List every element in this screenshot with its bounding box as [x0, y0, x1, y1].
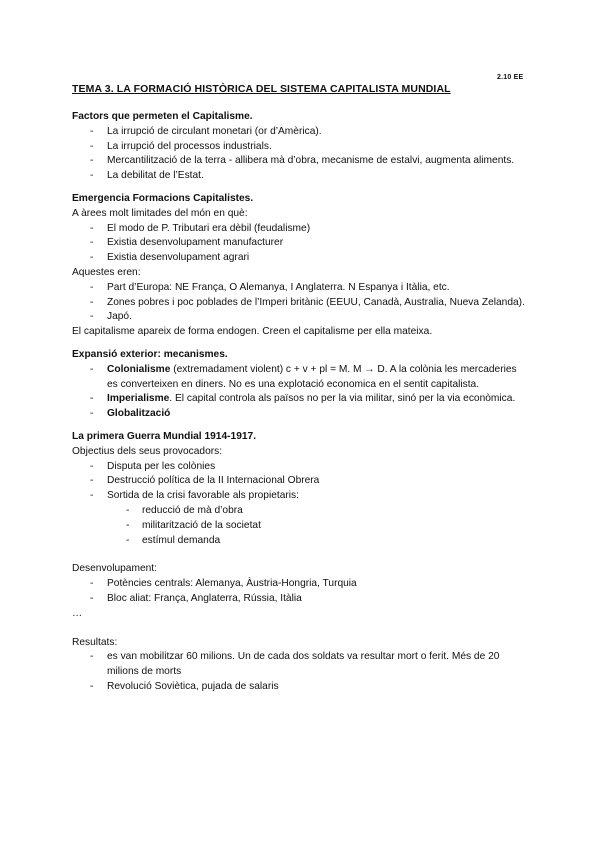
- list-item: [72, 407, 528, 422]
- list-item: - Existia desenvolupament agrari: [72, 251, 528, 266]
- list-item: - Japó.: [72, 310, 528, 325]
- emergencia-list: [72, 222, 528, 266]
- list-item: - Part d’Europa: NE França, O Alemanya, I Anglaterra. N Espanya i Itàlia, etc.: [72, 281, 528, 296]
- ellipsis: …: [72, 607, 83, 619]
- list-item: - Sortida de la crisi favorable als propietaris:: [72, 489, 528, 504]
- sub-list-item: - militarització de la societat: [72, 519, 528, 534]
- desenvolupament-list: [72, 577, 528, 607]
- term-globalitzacio: Globalització: [107, 408, 171, 420]
- expansio-list: [72, 363, 528, 422]
- list-item: - Destrucció política de la II Internacional Obrera: [72, 474, 528, 489]
- document-title: TEMA 3. LA FORMACIÓ HISTÒRICA DEL SISTEMA CAPITALISTA MUNDIAL: [72, 83, 451, 95]
- list-item: - Potències centrals: Alemanya, Àustria-Hongria, Turquia: [72, 577, 528, 592]
- spacer: [72, 548, 528, 562]
- list-item: - La debilitat de l’Estat.: [72, 169, 528, 184]
- paragraph: Desenvolupament:: [72, 563, 157, 575]
- list-item: [72, 392, 528, 407]
- paragraph: El capitalisme apareix de forma endogen. Creen el capitalisme per ella mateixa.: [72, 326, 433, 338]
- sub-list-item: - reducció de mà d’obra: [72, 504, 528, 519]
- factors-list: [72, 125, 528, 184]
- list-item: - Disputa per les colònies: [72, 460, 528, 475]
- paragraph: A àrees molt limitades del món en què:: [72, 207, 248, 219]
- list-item: - Bloc aliat: França, Anglaterra, Rússia, Itàlia: [72, 592, 528, 607]
- spacer: [72, 622, 528, 636]
- document-body: [72, 110, 528, 703]
- section-expansio: [72, 348, 528, 422]
- resultats-list: [72, 650, 528, 694]
- paragraph: Objectius dels seus provocadors:: [72, 445, 223, 457]
- list-item: - El modo de P. Tributari era dèbil (feudalisme): [72, 222, 528, 237]
- emergencia-list-2: [72, 281, 528, 325]
- paragraph: Aquestes eren:: [72, 266, 141, 278]
- section-heading: La primera Guerra Mundial 1914-1917.: [72, 430, 257, 442]
- list-item: - La irrupció del processos industrials.: [72, 140, 528, 155]
- list-item: [72, 363, 528, 393]
- list-item: - Revolució Soviètica, pujada de salaris: [72, 680, 528, 695]
- section-factors: [72, 110, 528, 184]
- term-colonialisme: Colonialisme: [107, 363, 171, 375]
- sortida-sublist: [72, 504, 528, 548]
- document-date: 2.10 EE: [497, 74, 524, 81]
- section-heading: Emergencia Formacions Capitalistes.: [72, 192, 254, 204]
- section-heading: Factors que permeten el Capitalisme.: [72, 111, 253, 122]
- term-imperialisme: Imperialisme: [107, 393, 170, 405]
- objectius-list: [72, 460, 528, 504]
- list-item: - La irrupció de circulant monetari (or d’Amèrica).: [72, 125, 528, 140]
- list-item: - Existia desenvolupament manufacturer: [72, 236, 528, 251]
- section-heading: Expansió exterior: mecanismes.: [72, 348, 228, 360]
- list-item: - Mercantilització de la terra - allibera mà d’obra, mecanisme de estalvi, augmenta aliments.: [72, 154, 528, 169]
- list-item: - Zones pobres i poc poblades de l’Imperi britànic (EEUU, Canadà, Australia, Nueva Zelanda).: [72, 296, 528, 311]
- definition-text: . El capital controla als països no per la via militar, sinó per la via econòmica.: [169, 393, 516, 405]
- section-emergencia: [72, 192, 528, 340]
- sub-list-item: - estímul demanda: [72, 534, 528, 549]
- section-guerra: [72, 430, 528, 695]
- paragraph: Resultats:: [72, 636, 118, 648]
- definition-text: (extremadament violent) c + v + pl = M. M → D. A la colònia les mercaderies es converteixen en diners. No es una explotació economica en el sentit capitalista.: [107, 363, 517, 390]
- list-item: - es van mobilitzar 60 milions. Un de cada dos soldats va resultar mort o ferit. Més de 20 milions de morts: [72, 650, 528, 680]
